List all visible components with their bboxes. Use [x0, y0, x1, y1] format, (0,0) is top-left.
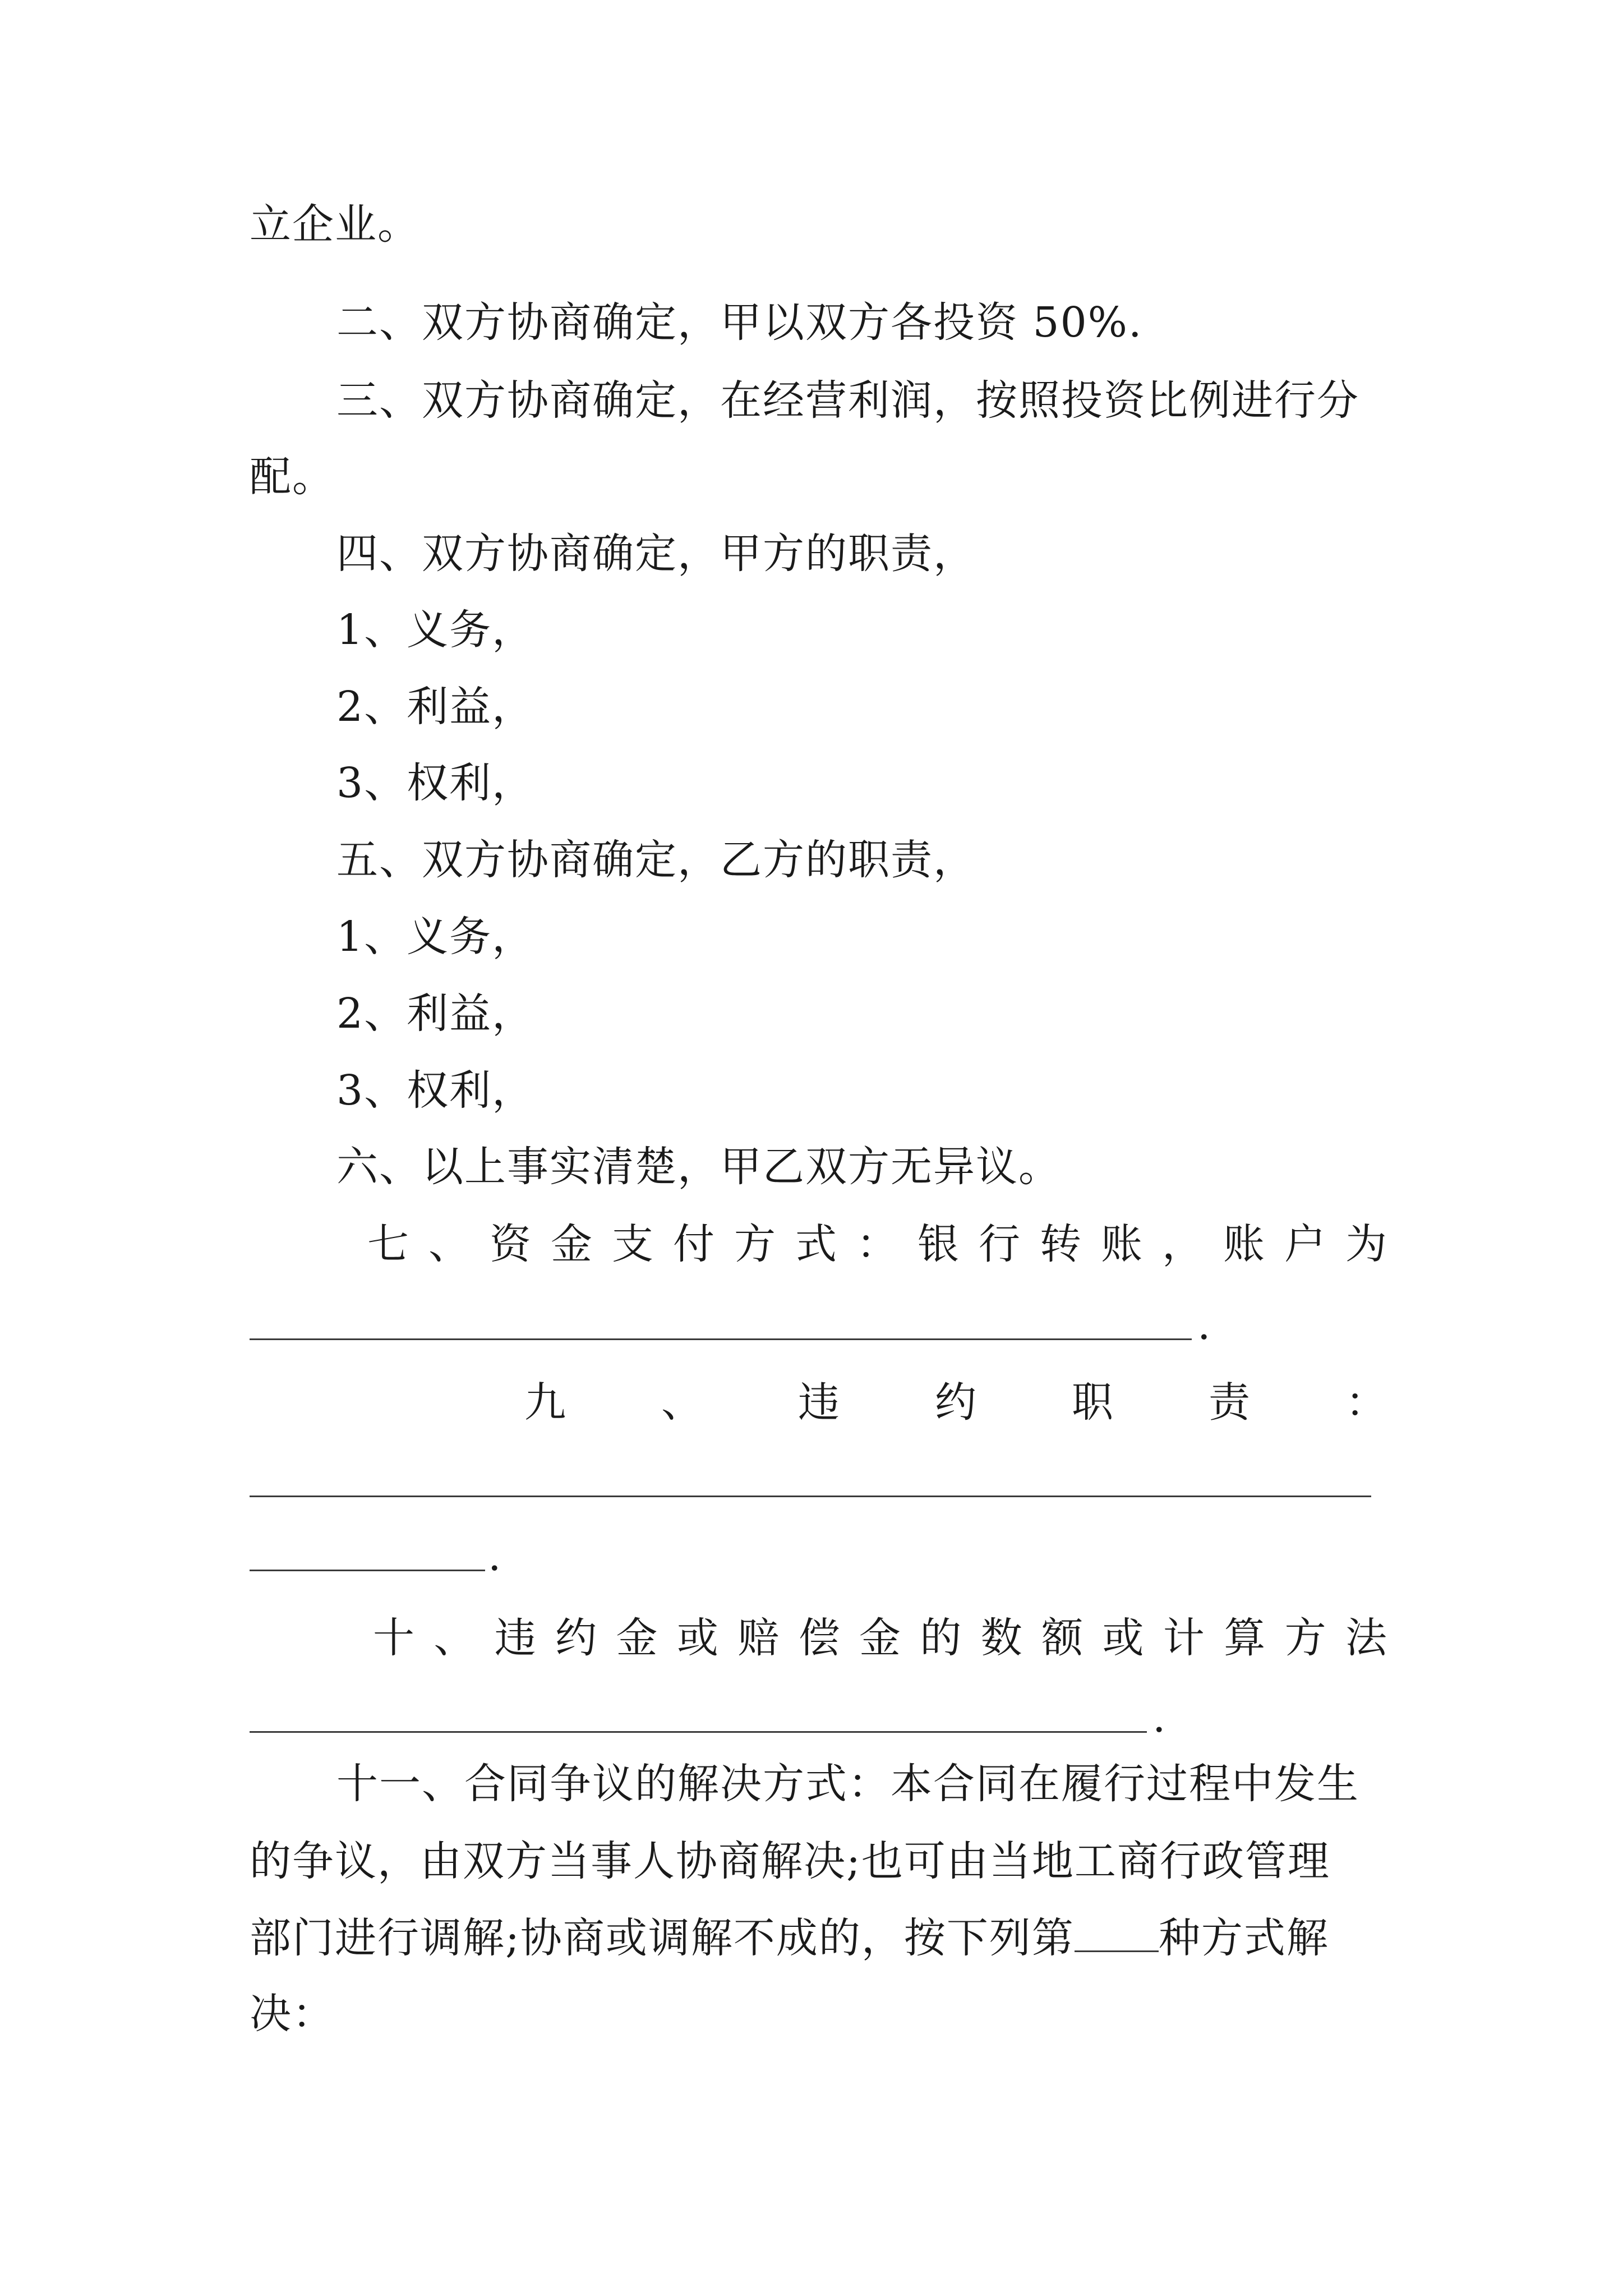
clause-11-line-2: 的争议，由双方当事人协商解决;也可由当地工商行政管理 — [250, 1837, 1330, 1885]
justified-char: 的 — [920, 1614, 963, 1662]
justified-char: 九 — [524, 1378, 567, 1427]
justified-char: 或 — [1102, 1614, 1145, 1662]
clause-11-line-3-text: 部门进行调解;协商或调解不成的，按下列第 — [250, 1914, 1075, 1962]
justified-char: 为 — [1345, 1220, 1388, 1268]
breach-blank-line-2[interactable] — [250, 1570, 485, 1571]
justified-char: 算 — [1224, 1614, 1267, 1662]
justified-char: 账 — [1223, 1220, 1266, 1268]
justified-char: 式 — [795, 1220, 838, 1268]
justified-char: 违 — [494, 1614, 537, 1662]
justified-char: 支 — [612, 1220, 654, 1268]
clause-4-item-1: 1、义务， — [336, 606, 535, 654]
justified-char: 计 — [1163, 1614, 1206, 1662]
justified-char: 银 — [917, 1220, 960, 1268]
justified-char: ： — [856, 1220, 899, 1268]
justified-char: 、 — [428, 1220, 471, 1268]
clause-11-line-3-tail: 种方式解 — [1158, 1914, 1329, 1962]
clause-7 — [367, 1216, 1388, 1272]
clause-5-item-1: 1、义务， — [336, 913, 535, 961]
period: . — [1152, 1694, 1166, 1742]
justified-char: 方 — [734, 1220, 777, 1268]
justified-char: 行 — [979, 1220, 1021, 1268]
justified-char: ： — [1345, 1378, 1388, 1427]
justified-char: 金 — [616, 1614, 659, 1662]
clause-5-item-2: 2、利益， — [336, 990, 535, 1038]
clause-4: 四、双方协商确定，甲方的职责， — [336, 530, 976, 578]
justified-char: 职 — [1072, 1378, 1114, 1427]
clause-9 — [524, 1374, 1388, 1430]
justified-char: 转 — [1040, 1220, 1082, 1268]
paragraph-line: 立企业。 — [250, 200, 420, 249]
clause-4-item-3: 3、权利， — [336, 759, 535, 807]
justified-char: 资 — [490, 1220, 532, 1268]
justified-char: 户 — [1284, 1220, 1327, 1268]
clause-5: 五、双方协商确定，乙方的职责， — [336, 836, 976, 884]
penalty-blank[interactable] — [250, 1731, 1147, 1733]
justified-char: 法 — [1345, 1614, 1388, 1662]
clause-11-line-4: 决： — [250, 1990, 335, 2038]
clause-3: 三、双方协商确定，在经营利润，按照投资比例进行分 — [336, 376, 1359, 425]
clause-10 — [373, 1610, 1388, 1666]
breach-blank-line-1[interactable] — [250, 1496, 1371, 1497]
justified-char: 金 — [859, 1614, 902, 1662]
justified-char: 、 — [434, 1614, 477, 1662]
clause-5-item-3: 3、权利， — [336, 1066, 535, 1115]
justified-char: 十 — [373, 1614, 416, 1662]
justified-char: 责 — [1209, 1378, 1251, 1427]
justified-char: 、 — [661, 1378, 704, 1427]
clause-2: 二、双方协商确定，甲以双方各投资 50%. — [336, 298, 1143, 347]
clause-3-continued: 配。 — [250, 453, 335, 501]
justified-char: 或 — [676, 1614, 720, 1662]
justified-char: 约 — [935, 1378, 978, 1427]
justified-char: 七 — [367, 1220, 410, 1268]
justified-char: 约 — [555, 1614, 598, 1662]
period: . — [488, 1532, 501, 1580]
clause-6: 六、以上事实清楚，甲乙双方无异议。 — [336, 1143, 1061, 1191]
account-blank[interactable] — [250, 1338, 1192, 1340]
clause-4-item-2: 2、利益， — [336, 683, 535, 731]
justified-char: 额 — [1041, 1614, 1085, 1662]
clause-11-line-3 — [250, 1910, 1388, 1966]
justified-char: 违 — [798, 1378, 841, 1427]
justified-char: 数 — [980, 1614, 1023, 1662]
justified-char: 偿 — [798, 1614, 841, 1662]
justified-char: 金 — [551, 1220, 593, 1268]
method-number-blank[interactable] — [1075, 1911, 1159, 1952]
clause-11: 十一、合同争议的解决方式：本合同在履行过程中发生 — [336, 1760, 1359, 1808]
justified-char: 方 — [1284, 1614, 1327, 1662]
justified-char: 赔 — [737, 1614, 781, 1662]
justified-char: ， — [1162, 1220, 1205, 1268]
justified-char: 账 — [1101, 1220, 1144, 1268]
period: . — [1197, 1301, 1211, 1349]
justified-char: 付 — [673, 1220, 716, 1268]
